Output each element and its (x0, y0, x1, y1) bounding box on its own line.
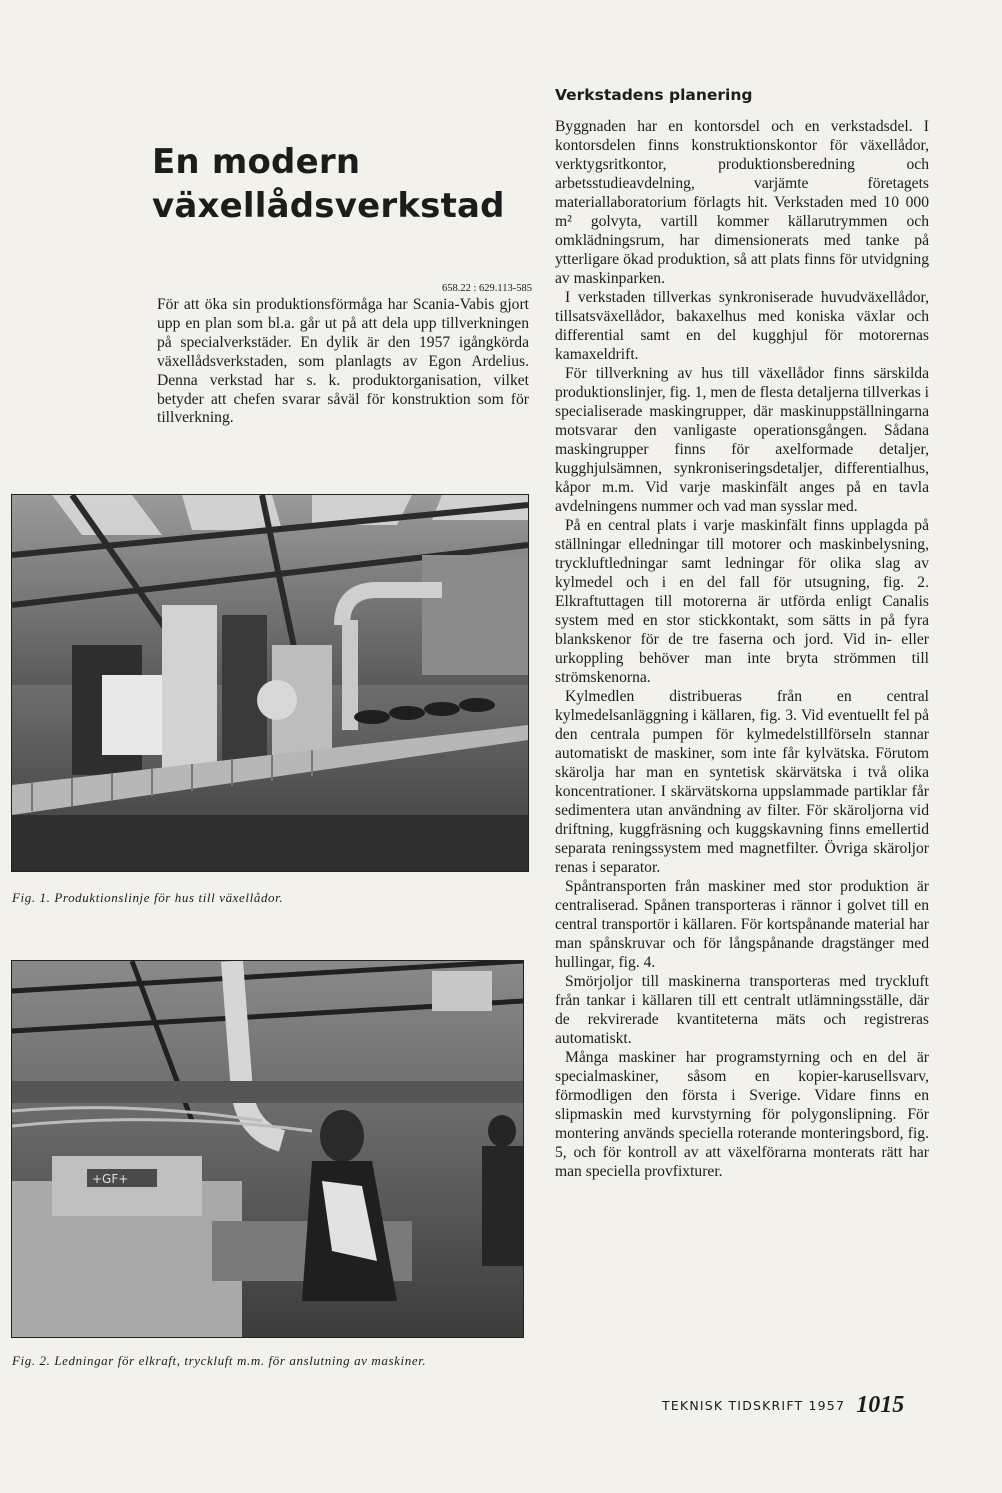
intro-paragraph: För att öka sin produktionsförmåga har Scania-Vabis gjort upp en plan som bl.a. går ut på att dela upp tillverkningen på specialverkstäder. En dylik är den 1957 igångkörda växellådsverkstaden, som planlagts av Egon Ardelius. Denna verkstad har s. k. produktorganisation, vilket betyder att chefen svarar såväl för konstruktion som för tillverkning. (157, 296, 529, 427)
figure-1-caption: Fig. 1. Produktionslinje för hus till växellådor. (12, 890, 284, 905)
machine-plate: +GF+ (92, 1172, 129, 1186)
page-footer (662, 1392, 932, 1419)
figure-2-caption: Fig. 2. Ledningar för elkraft, tryckluft m.m. för anslutning av maskiner. (12, 1353, 427, 1368)
body-paragraph: Spåntransporten från maskiner med stor produktion är centraliserad. Spånen transporteras i rännor i golvet till en central transportör i källaren. För kortspånande material har man spånskruvar och för långspånande dragstänger med hullingar, fig. 4. (555, 878, 929, 971)
page-number: 1015 (856, 1392, 905, 1418)
machine-shop-illustration (12, 961, 523, 1337)
title-line-2: växellådsverkstad (152, 186, 505, 226)
article-title (152, 140, 532, 228)
section-body (555, 117, 929, 1181)
body-paragraph: På en central plats i varje maskinfält finns upplagda på ställningar elledningar till motorer och maskinbelysning, tryckluftledningar samt ledningar för olika slag av kylmedel och i en del fall för utsugning, fig. 2. Elkraftuttagen till motorerna är utförda enligt Canalis system med en stor stickkontakt, som sätts in på fyra blankskenor för de tre faserna och jord. Vid in- eller urkoppling behöver man inte bryta strömmen till strömskenorna. (555, 517, 929, 686)
body-paragraph: Smörjoljor till maskinerna transporteras med tryckluft från tankar i källaren till ett centralt utlämningsställe, där de rekvirerade kvantiteterna mäts och registreras automatiskt. (555, 973, 929, 1047)
body-paragraph: Många maskiner har programstyrning och en del är specialmaskiner, såsom en kopier-karusellsvarv, förmodligen den första i Sverige. Vidare finns en slipmaskin med kurvstyrning för polygonslipning. För montering används speciella roterande monteringsbord, fig. 5, och för kontroll av att växelförarna monterats rätt har man speciella provfixturer. (555, 1049, 929, 1180)
figure-2-photo (11, 960, 524, 1338)
production-line-illustration (12, 495, 528, 871)
body-paragraph: Byggnaden har en kontorsdel och en verkstadsdel. I kontorsdelen finns konstruktionskontor för växellådor, verktygsritkontor, produktionsberedning och arbetsstudieavdelning, varjämte företagets materiallaboratorium förlagts hit. Verkstaden med 10 000 m² golvyta, vartill kommer källarutrymmen och omklädningsrum, har dimensionerats med tanke på ytterligare ökad produktion, så att plats finns för utvidgning av maskinparken. (555, 118, 929, 287)
section-heading: Verkstadens planering (555, 86, 753, 104)
figure-1-photo (11, 494, 529, 872)
magazine-name: TEKNISK TIDSKRIFT 1957 (662, 1398, 846, 1413)
title-line-1: En modern (152, 142, 361, 182)
body-paragraph: Kylmedlen distribueras från en central kylmedelsanläggning i källaren, fig. 3. Vid eventuellt fel på den centrala pumpen för kylmedelstillförseln stannar automatiskt de maskiner, som inte får kylvätska. Förutom skärolja har man en syntetisk skärvätska i två olika koncentrationer. I skärvätskorna uppslammade partiklar får sedimentera utan användning av filter. För skäroljorna vid driftning, kuggfräsning och kuggskavning finns emellertid separata reningssystem med magnetfilter. Övriga skäroljor renas i separator. (555, 688, 929, 876)
body-paragraph: I verkstaden tillverkas synkroniserade huvudväxellådor, tillsatsväxellådor, bakaxelhus med koniska växlar och differential samt en del kugghjul för motorernas kamaxeldrift. (555, 289, 929, 363)
body-paragraph: För tillverkning av hus till växellådor finns särskilda produktionslinjer, fig. 1, men de flesta detaljerna tillverkas i specialiserade maskingrupper, där maskinuppställningarna motsvarar den vanligaste operationsgången. Sådana maskingrupper finns för axelformade detaljer, kugghjulsämnen, synkroniseringsdetaljer, differentialhus, kåpor m.m. Vid varje maskinfält anges på en tavla avdelningens nummer och vad man sysslar med. (555, 365, 929, 515)
udc-classification: 658.22 : 629.113-585 (441, 283, 532, 294)
